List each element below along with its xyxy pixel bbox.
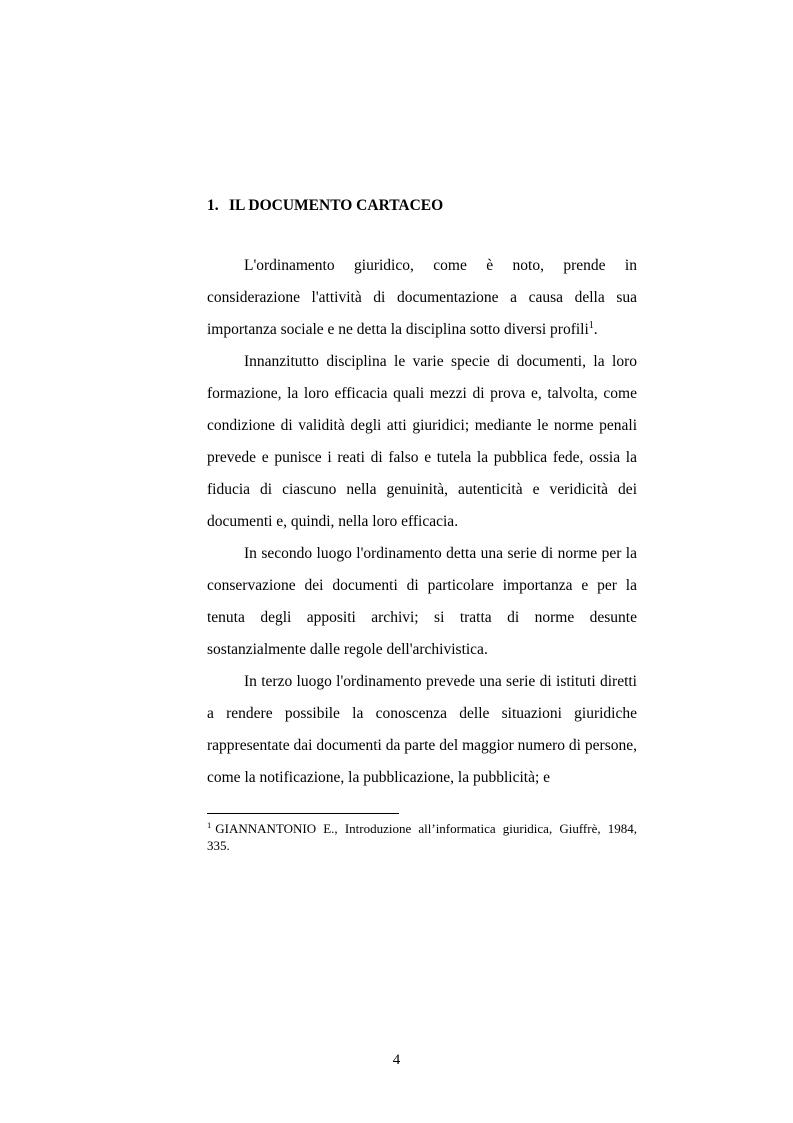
paragraph-3: In secondo luogo l'ordinamento detta una serie di norme per la conservazione dei documenti di particolare importanza e per la tenuta degli appositi archivi; si tratta di norme desunte sostanzialmente dalle regole dell'archivistica.: [207, 545, 637, 658]
section-title: IL DOCUMENTO CARTACEO: [229, 197, 444, 214]
paragraph-4: In terzo luogo l'ordinamento prevede una serie di istituti diretti a rendere possibile la conoscenza delle situazioni giuridiche rappresentate dai documenti da parte del maggior numero di persone, come la notificazione, la pubblicazione, la pubblicità; e: [207, 673, 637, 786]
footnote-separator: [207, 813, 399, 814]
footnote-text: GIANNANTONIO E., Introduzione all’informatica giuridica, Giuffrè, 1984, 335.: [207, 821, 637, 853]
paragraph-1-end: .: [593, 321, 598, 338]
paragraph-1: [207, 250, 637, 346]
footnote: [207, 820, 637, 854]
section-number: 1.: [207, 197, 219, 214]
paragraph-2: Innanzitutto disciplina le varie specie di documenti, la loro formazione, la loro efficacia quali mezzi di prova e, talvolta, come condizione di validità degli atti giuridici; mediante le norme penali prevede e punisce i reati di falso e tutela la pubblica fede, ossia la fiducia di ciascuno nella genuinità, autenticità e veridicità dei documenti e, quindi, nella loro efficacia.: [207, 353, 637, 530]
page-number: 4: [392, 1052, 401, 1068]
section-heading: [207, 196, 637, 216]
body-text: [207, 250, 637, 794]
footnote-reference[interactable]: 1: [588, 319, 594, 331]
footnote-mark: 1: [207, 819, 212, 830]
paragraph-1-text: L'ordinamento giuridico, come è noto, prende in considerazione l'attività di documentazione a causa della sua importanza sociale e ne detta la disciplina sotto diversi profili: [207, 257, 637, 338]
